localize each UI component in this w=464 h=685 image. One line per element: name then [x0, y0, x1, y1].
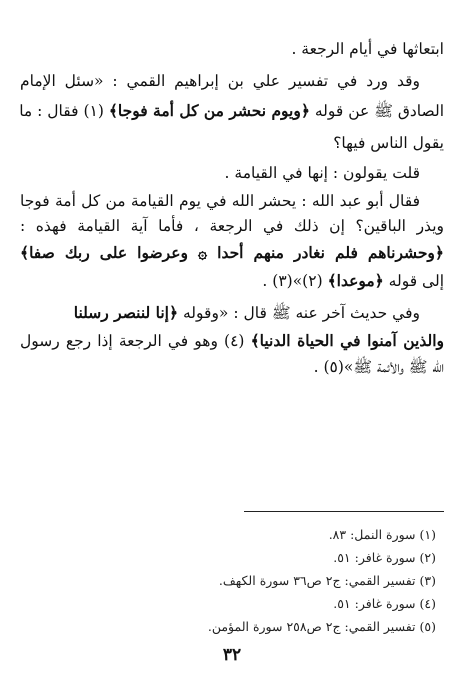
quran-verse-line: ﴿وحشرناهم فلم نغادر منهم أحدا ۞ وعرضوا على ربك صفا﴾ [20, 243, 444, 262]
body-line-11 [20, 330, 444, 352]
body-line-2: وقد ورد في تفسير علي بن إبراهيم القمي : «سئل الإمام [20, 72, 420, 90]
footnote-2: (٢) سورة غافر: ٥١. [333, 550, 436, 565]
text-fragment: وفي حديث آخر عنه ﷺ قال : «وقوله [183, 304, 420, 322]
footnote-divider [244, 511, 444, 512]
footnote-1: (١) سورة النمل: ٨٣. [328, 527, 436, 542]
text-fragment: (٤) وهو في الرجعة إذا رجع رسول [20, 332, 245, 350]
body-line-12: الله ﷺ والأئمة ﷺ»(٥) . [313, 358, 444, 376]
footnote-5: (٥) تفسير القمي: ج٢ ص٢٥٨ سورة المؤمن. [207, 619, 436, 634]
body-line-7: ويذر الباقين؟ إن ذلك في الرجعة ، فأما آية القيامة فهذه : [20, 217, 444, 235]
footnote-3: (٣) تفسير القمي: ج٢ ص٣٦ سورة الكهف. [218, 573, 436, 588]
text-fragment: الصادق ﷺ عن قوله [314, 102, 444, 120]
body-line-10 [20, 302, 420, 324]
body-line-1: ابتعاثها في أيام الرجعة . [291, 40, 444, 58]
page-number: ٣٢ [222, 645, 242, 665]
quran-verse: والذين آمنوا في الحياة الدنيا﴾ [250, 331, 444, 350]
body-line-3 [20, 100, 444, 122]
footnote-4: (٤) سورة غافر: ٥١. [333, 596, 436, 611]
text-fragment: إلى قوله [388, 272, 444, 290]
quran-verse: ﴿ويوم نحشر من كل أمة فوجا﴾ [108, 101, 310, 120]
footnote-ref-text: (١) فقال : ما [19, 102, 104, 120]
body-line-9 [20, 270, 444, 292]
body-line-4: يقول الناس فيها؟ [333, 134, 444, 152]
quran-verse: ﴿موعدا﴾ [327, 271, 384, 290]
quran-verse: ﴿إنا لننصر رسلنا [73, 303, 179, 322]
body-line-5: قلت يقولون : إنها في القيامة . [224, 164, 420, 182]
body-line-6: فقال أبو عبد الله : يحشر الله في يوم القيامة من كل أمة فوجا [20, 192, 420, 210]
footnote-ref-text: (٢)»(٣) . [262, 272, 323, 290]
